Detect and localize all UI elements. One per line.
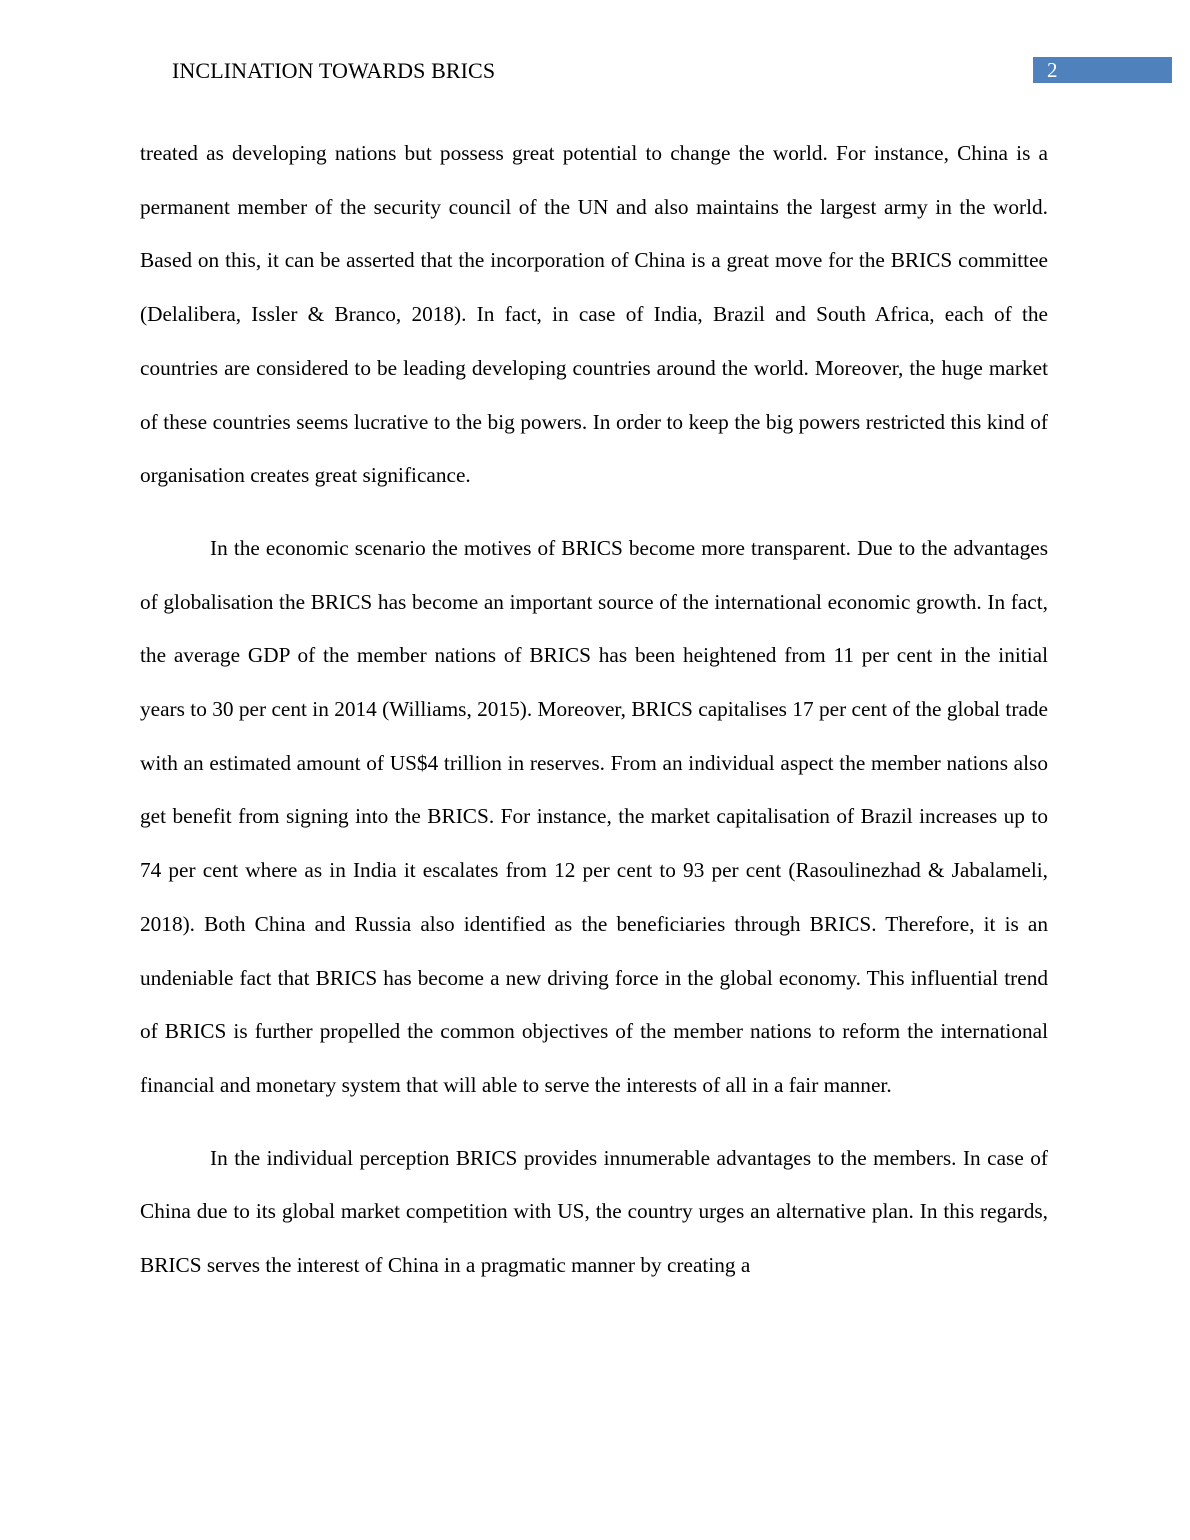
- paragraph-individual-perception: In the individual perception BRICS provides innumerable advantages to the members. In case of China due to its global market competition with US, the country urges an alternative plan. In this regards, BRICS serves the interest of China in a pragmatic manner by creating a: [140, 1145, 1048, 1278]
- paragraph-continuation: treated as developing nations but possess great potential to change the world. For instance, China is a permanent member of the security council of the UN and also maintains the largest army in the world. Based on this, it can be asserted that the incorporation of China is a great move for the BRICS committee (Delalibera, Issler & Branco, 2018). In fact, in case of India, Brazil and South Africa, each of the countries are considered to be leading developing countries around the world. Moreover, the huge market of these countries seems lucrative to the big powers. In order to keep the big powers restricted this kind of organisation creates great significance.: [140, 141, 1048, 488]
- page-number-box: [1033, 57, 1172, 83]
- document-body: [140, 127, 1048, 1293]
- running-head: INCLINATION TOWARDS BRICS: [172, 58, 496, 83]
- page-number: 2: [1047, 58, 1058, 82]
- paragraph-economic-scenario: In the economic scenario the motives of BRICS become more transparent. Due to the advantages of globalisation the BRICS has become an important source of the international economic growth. In fact, the average GDP of the member nations of BRICS has been heightened from 11 per cent in the initial years to 30 per cent in 2014 (Williams, 2015). Moreover, BRICS capitalises 17 per cent of the global trade with an estimated amount of US$4 trillion in reserves. From an individual aspect the member nations also get benefit from signing into the BRICS. For instance, the market capitalisation of Brazil increases up to 74 per cent where as in India it escalates from 12 per cent to 93 per cent (Rasoulinezhad & Jabalameli, 2018). Both China and Russia also identified as the beneficiaries through BRICS. Therefore, it is an undeniable fact that BRICS has become a new driving force in the global economy. This influential trend of BRICS is further propelled the common objectives of the member nations to reform the international financial and monetary system that will able to serve the interests of all in a fair manner.: [140, 535, 1048, 1097]
